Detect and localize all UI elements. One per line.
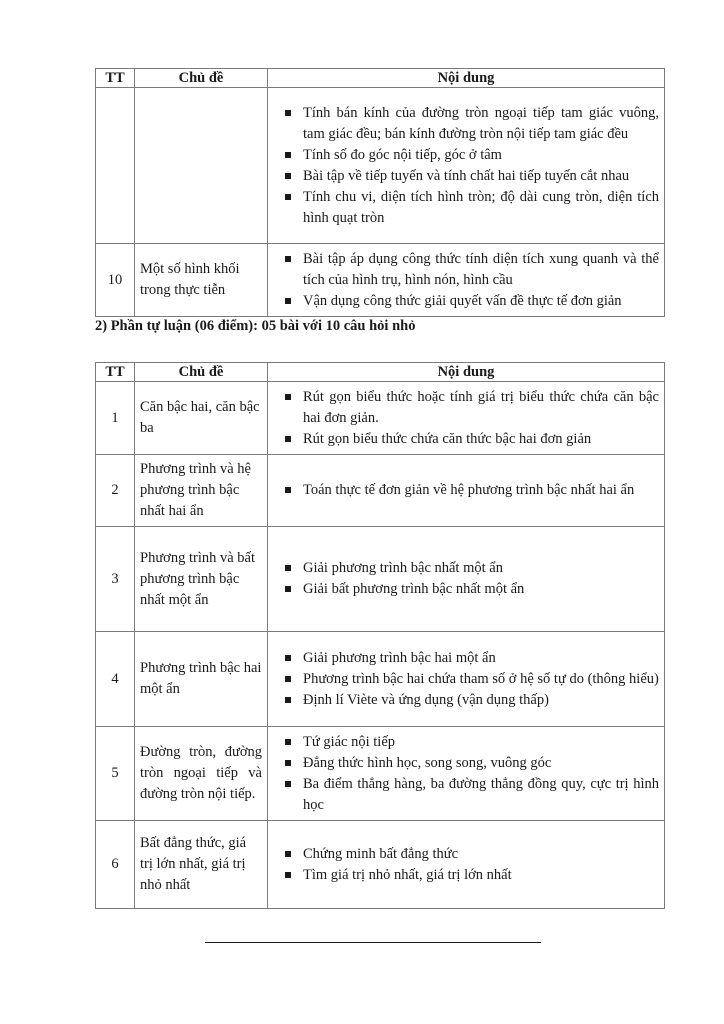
list-item: Tìm giá trị nhỏ nhất, giá trị lớn nhất (273, 865, 659, 886)
header-topic: Chủ đề (135, 69, 268, 88)
table-row (96, 382, 665, 455)
header-content: Nội dung (268, 69, 665, 88)
list-item: Ba điểm thẳng hàng, ba đường thẳng đồng quy, cực trị hình học (273, 774, 659, 816)
row-number: 6 (96, 821, 135, 909)
row-topic: Phương trình bậc hai một ẩn (135, 632, 268, 727)
list-item: Chứng minh bất đẳng thức (273, 844, 659, 865)
list-item: Giải bất phương trình bậc nhất một ẩn (273, 579, 659, 600)
row-number: 4 (96, 632, 135, 727)
row-topic: Bất đẳng thức, giá trị lớn nhất, giá trị nhỏ nhất (135, 821, 268, 909)
header-content: Nội dung (268, 363, 665, 382)
table-row (96, 821, 665, 909)
table-header-row (96, 69, 665, 88)
row-number: 5 (96, 727, 135, 821)
list-item: Giải phương trình bậc hai một ẩn (273, 648, 659, 669)
list-item: Bài tập áp dụng công thức tính diện tích xung quanh và thể tích của hình trụ, hình nón, hình cầu (273, 249, 659, 291)
list-item: Tính chu vi, diện tích hình tròn; độ dài cung tròn, diện tích hình quạt tròn (273, 187, 659, 229)
row-content (268, 455, 665, 527)
row-topic: Phương trình và hệ phương trình bậc nhất hai ẩn (135, 455, 268, 527)
row-content (268, 727, 665, 821)
list-item: Bài tập về tiếp tuyến và tính chất hai tiếp tuyến cắt nhau (273, 166, 659, 187)
row-number: 10 (96, 244, 135, 317)
row-content (268, 382, 665, 455)
row-number: 1 (96, 382, 135, 455)
table-row (96, 632, 665, 727)
table-row (96, 244, 665, 317)
header-tt: TT (96, 363, 135, 382)
list-item: Giải phương trình bậc nhất một ẩn (273, 558, 659, 579)
row-topic: Một số hình khối trong thực tiễn (135, 244, 268, 317)
header-tt: TT (96, 69, 135, 88)
row-number (96, 88, 135, 244)
row-content (268, 527, 665, 632)
row-number: 2 (96, 455, 135, 527)
list-item: Vận dụng công thức giải quyết vấn đề thực tế đơn giản (273, 291, 659, 312)
table-header-row (96, 363, 665, 382)
content-table-1 (95, 68, 665, 317)
table-row (96, 727, 665, 821)
list-item: Rút gọn biểu thức hoặc tính giá trị biểu thức chứa căn bậc hai đơn giản. (273, 387, 659, 429)
table-row (96, 455, 665, 527)
row-content (268, 244, 665, 317)
row-content (268, 88, 665, 244)
content-table-2 (95, 362, 665, 909)
list-item: Toán thực tế đơn giản về hệ phương trình bậc nhất hai ẩn (273, 480, 659, 501)
list-item: Rút gọn biểu thức chứa căn thức bậc hai đơn giản (273, 429, 659, 450)
list-item: Tính bán kính của đường tròn ngoại tiếp tam giác vuông, tam giác đều; bán kính đường tròn nội tiếp tam giác đều (273, 103, 659, 145)
list-item: Đẳng thức hình học, song song, vuông góc (273, 753, 659, 774)
row-topic: Căn bậc hai, căn bậc ba (135, 382, 268, 455)
row-content (268, 632, 665, 727)
row-number: 3 (96, 527, 135, 632)
row-content (268, 821, 665, 909)
row-topic (135, 88, 268, 244)
list-item: Định lí Viète và ứng dụng (vận dụng thấp) (273, 690, 659, 711)
section-heading: 2) Phần tự luận (06 điểm): 05 bài với 10 câu hỏi nhỏ (95, 318, 416, 334)
row-topic: Phương trình và bất phương trình bậc nhất một ẩn (135, 527, 268, 632)
footer-divider (205, 942, 541, 943)
header-topic: Chủ đề (135, 363, 268, 382)
list-item: Tứ giác nội tiếp (273, 732, 659, 753)
table-row (96, 88, 665, 244)
list-item: Phương trình bậc hai chứa tham số ở hệ số tự do (thông hiểu) (273, 669, 659, 690)
row-topic: Đường tròn, đường tròn ngoại tiếp và đường tròn nội tiếp. (135, 727, 268, 821)
list-item: Tính số đo góc nội tiếp, góc ở tâm (273, 145, 659, 166)
table-row (96, 527, 665, 632)
